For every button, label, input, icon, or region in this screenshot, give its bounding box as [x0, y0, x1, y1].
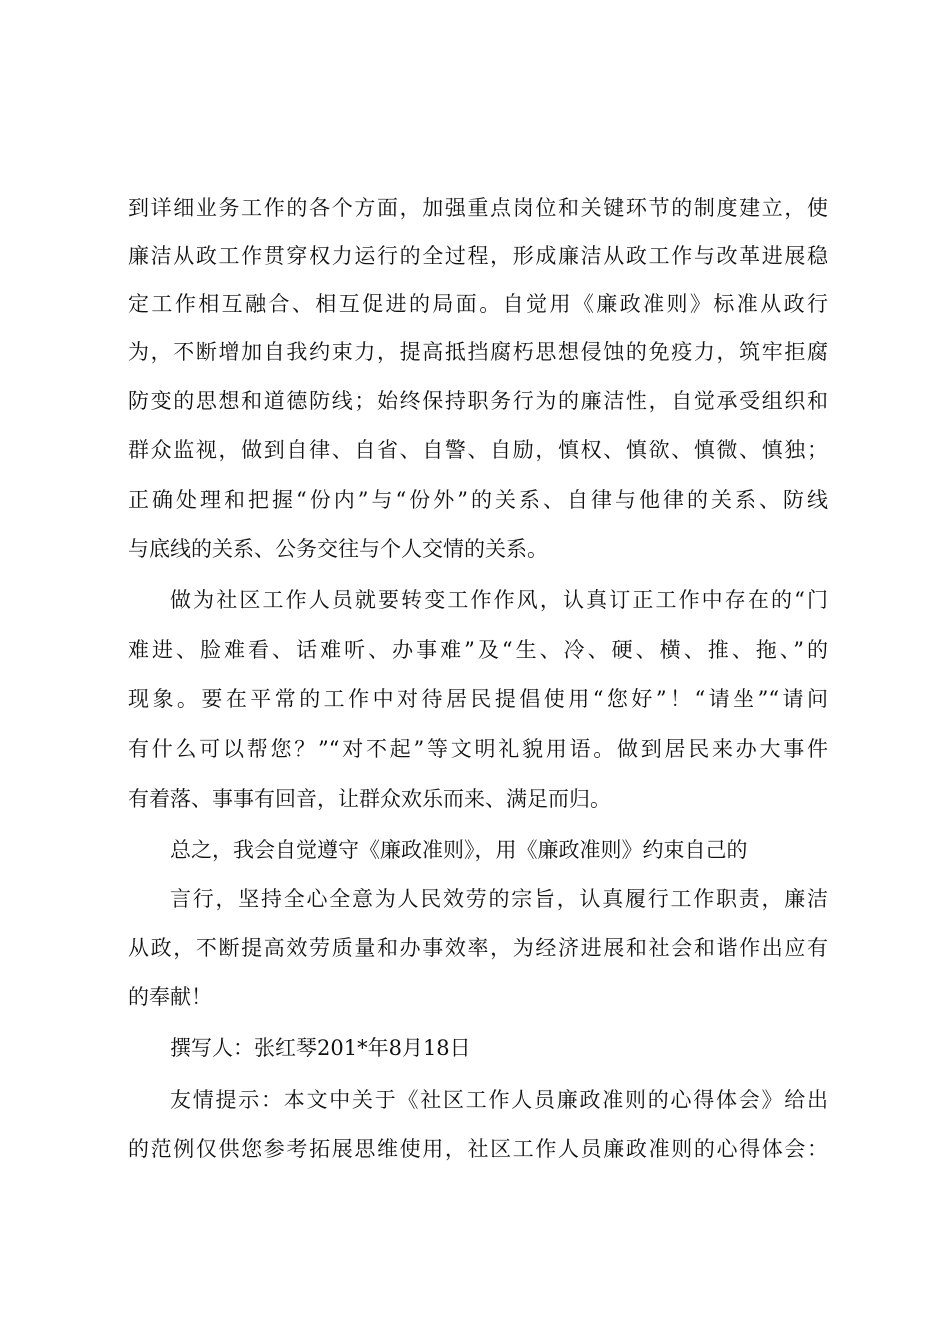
paragraph-first-line: 总之，我会自觉遵守《廉政准则》，用《廉政准则》约束自己的	[170, 838, 748, 862]
paragraph-first-line: 做为社区工作人员就要转变工作作风，认真订正工作中存在的“门	[170, 588, 828, 612]
text-line: 难进、脸难看、话难听、办事难”及“生、冷、硬、横、推、拖、”的	[128, 638, 828, 662]
text-line: 正确处理和把握“份内”与“份外”的关系、自律与他律的关系、防线	[128, 488, 828, 512]
text-line: 现象。要在平常的工作中对待居民提倡使用“您好”！“请坐”“请问	[128, 687, 828, 711]
text-line: 防变的思想和道德防线；始终保持职务行为的廉洁性，自觉承受组织和	[128, 389, 828, 413]
text-line: 有着落、事事有回音，让群众欢乐而来、满足而归。	[128, 787, 611, 811]
text-line: 廉洁从政工作贯穿权力运行的全过程，形成廉洁从政工作与改革进展稳	[128, 244, 828, 268]
text-line: 言行，坚持全心全意为人民效劳的宗旨，认真履行工作职责，廉洁	[170, 887, 828, 911]
text-line: 的奉献！	[128, 985, 212, 1009]
text-line: 为，不断增加自我约束力，提高抵挡腐朽思想侵蚀的免疫力，筑牢拒腐	[128, 340, 828, 364]
tip-first-line: 友情提示：本文中关于《社区工作人员廉政准则的心得体会》给出	[170, 1088, 828, 1112]
text-line: 群众监视，做到自律、自省、自警、自励，慎权、慎欲、慎微、慎独；	[128, 438, 828, 462]
text-line: 到详细业务工作的各个方面，加强重点岗位和关键环节的制度建立，使	[128, 196, 828, 220]
text-line: 从政，不断提高效劳质量和办事效率，为经济进展和社会和谐作出应有	[128, 936, 828, 960]
text-line: 有什么可以帮您？”“对不起”等文明礼貌用语。做到居民来办大事件	[128, 737, 828, 761]
text-line: 定工作相互融合、相互促进的局面。自觉用《廉政准则》标准从政行	[128, 292, 828, 316]
text-line: 与底线的关系、公务交往与个人交情的关系。	[128, 537, 548, 561]
text-line: 的范例仅供您参考拓展思维使用，社区工作人员廉政准则的心得体会：	[128, 1137, 828, 1161]
author-date-line: 撰写人：张红琴201*年8月18日	[170, 1036, 471, 1060]
